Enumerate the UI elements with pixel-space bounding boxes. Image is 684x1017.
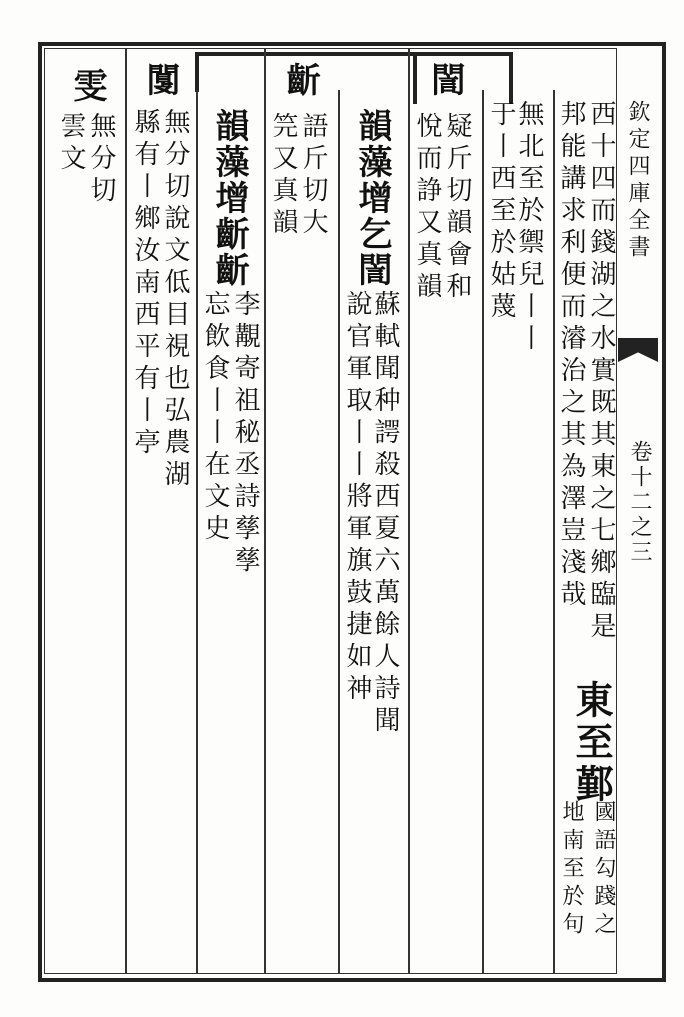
source-heading: 韻藻增齗齗 [209,108,249,288]
column-rule [264,48,266,974]
column-rule [553,90,555,974]
character-heading: 誾 [425,62,465,98]
text-column: 邦能講求利便而濬治之其為澤豈淺哉 [556,100,586,612]
entry-heading: 東至鄞 [569,680,614,806]
text-column: 笎又真韻 [268,112,298,240]
source-heading: 韻藻增乞誾 [352,108,392,288]
text-column: 無分切 [86,112,116,208]
column-rule [196,90,198,974]
text-column: 語斤切大 [298,112,328,240]
text-column: 李覯寄祖秘丞詩孳孳 [230,290,260,578]
column-rule [408,48,410,974]
text-column: 無分切說文低目視也弘農湖 [160,108,190,492]
column-rule [482,90,484,974]
text-column: 于丨西至於姑蔑 [486,100,516,324]
character-heading: 雯 [67,68,107,104]
book-title: 欽定四庫全書 [625,100,650,262]
text-column: 疑斤切韻會和 [442,112,472,304]
text-column: 說官軍取丨丨將軍旗鼓捷如神 [342,290,372,706]
character-heading: 齗 [280,62,320,98]
note-line: 地南至於句 [559,800,584,940]
text-column: 悅而諍又真韻 [412,112,442,304]
text-column: 西十四而錢湖之水實既其東之七鄉臨是 [586,100,616,644]
text-column: 縣有丨鄉汝南西平有丨亭 [130,108,160,460]
text-column: 無北至於禦兒丨丨 [514,100,544,356]
text-column: 雲文 [56,112,86,176]
text-column: 忘飲食丨丨在文史 [200,290,230,546]
text-column: 蘇軾聞种諤殺西夏六萬餘人詩聞 [370,290,400,738]
column-rule [338,90,340,974]
volume-label: 卷十二之三 [627,440,652,565]
column-rule [125,48,127,974]
character-heading: 闅 [140,62,180,98]
note-line: 國語勾踐之 [591,800,616,940]
